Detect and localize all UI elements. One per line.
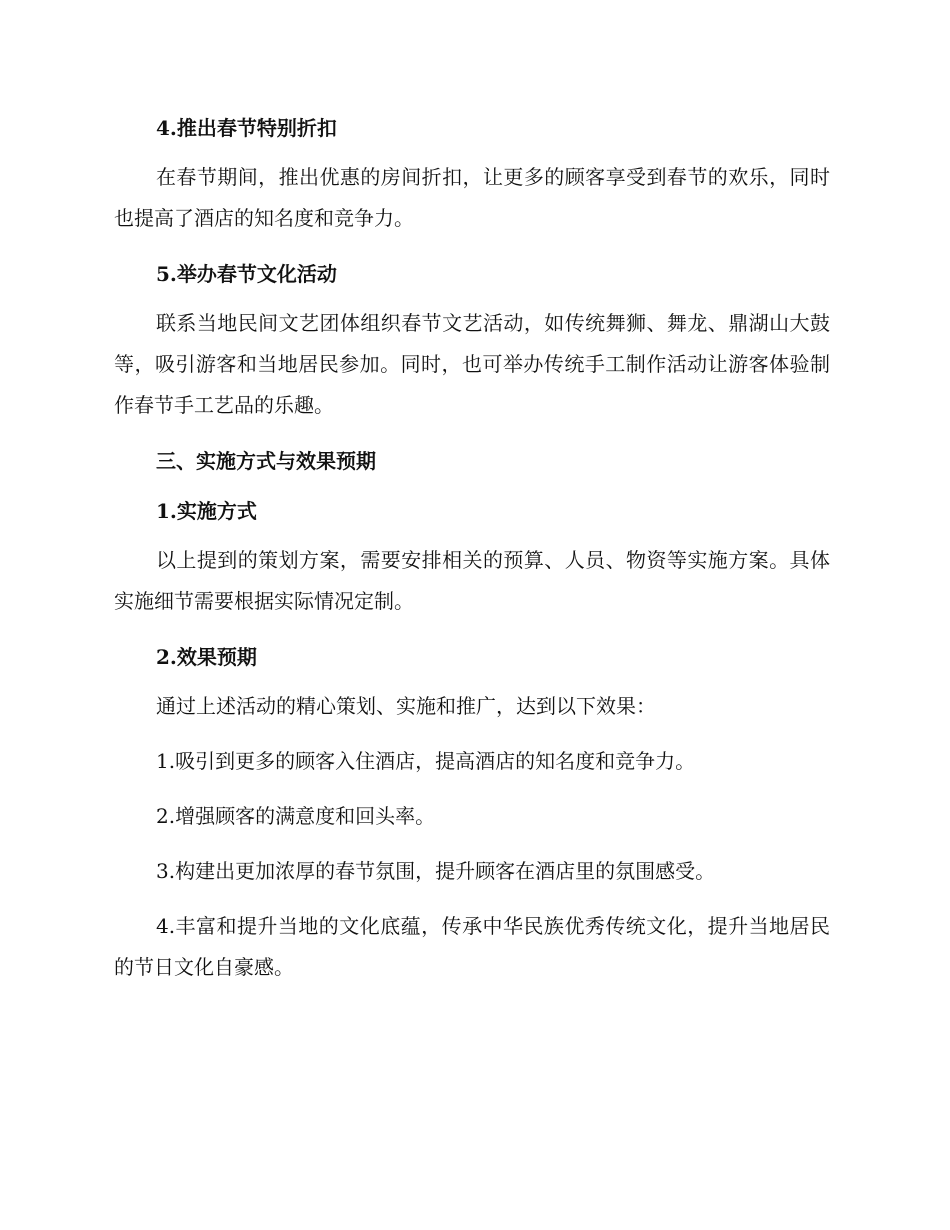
section-heading-expected-effects: 2.效果预期: [156, 645, 257, 669]
expected-effects-intro: 通过上述活动的精心策划、实施和推广，达到以下效果：: [156, 694, 656, 718]
effect-list-item: 1.吸引到更多的顾客入住酒店，提高酒店的知名度和竞争力。: [156, 749, 696, 773]
section-paragraph-culture-events: 联系当地民间文艺团体组织春节文艺活动，如传统舞狮、舞龙、鼎湖山大鼓等，吸引游客和当地居民参加。同时，也可举办传统手工制作活动让游客体验制作春节手工艺品的乐趣。: [114, 311, 830, 417]
section-paragraph-method: 以上提到的策划方案，需要安排相关的预算、人员、物资等实施方案。具体实施细节需要根据实际情况定制。: [114, 548, 830, 613]
section-heading-method: 1.实施方式: [156, 499, 257, 523]
effect-list-item: 4.丰富和提升当地的文化底蕴，传承中华民族优秀传统文化，提升当地居民的节日文化自豪感。: [114, 914, 830, 979]
section-heading-discount: 4.推出春节特别折扣: [156, 116, 337, 140]
effect-list-item: 3.构建出更加浓厚的春节氛围，提升顾客在酒店里的氛围感受。: [156, 859, 716, 883]
section-heading-culture-events: 5.举办春节文化活动: [156, 262, 337, 286]
section-paragraph-discount: 在春节期间，推出优惠的房间折扣，让更多的顾客享受到春节的欢乐，同时也提高了酒店的知名度和竞争力。: [114, 165, 830, 230]
part-heading-implementation: 三、实施方式与效果预期: [156, 449, 376, 473]
effect-list-item: 2.增强顾客的满意度和回头率。: [156, 804, 436, 828]
document-body: [114, 110, 830, 988]
